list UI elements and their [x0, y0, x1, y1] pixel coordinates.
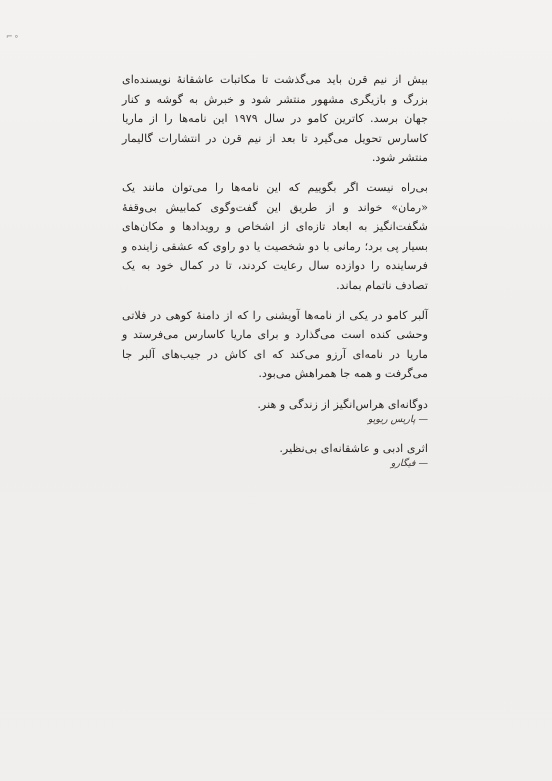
review-quote-source: — پاریس ریویو: [367, 414, 428, 425]
corner-scan-mark: ⌐∘: [6, 32, 20, 41]
blurb-paragraph-3: آلبر کامو در یکی از نامه‌ها آویشنی را که از دامنهٔ کوهی در فلاتی وحشی کنده است می‌گذارد و برای ماریا کاسارس می‌فرستد و ماریا در نامه‌ای آرزو می‌کند که ای کاش در جیب‌های آلبر جا می‌گرفت و همه جا همراهش می‌بود.: [122, 308, 428, 381]
blurb-paragraph-1: بیش از نیم قرن باید می‌گذشت تا مکاتبات عاشقانهٔ نویسنده‌ای بزرگ و بازیگری مشهور منتشر شود و خبرش به گوشه و کنار جهان برسد. کاترین کامو در سال ۱۹۷۹ این نامه‌ها را از ماریا کاسارس تحویل می‌گیرد تا بعد از نیم قرن در انتشارات گالیمار منتشر شود.: [122, 73, 428, 165]
review-quote-1: [122, 396, 428, 426]
blurb-text-block: [122, 70, 428, 394]
review-quote-source: — فیگارو: [390, 458, 428, 469]
review-quotes: [122, 396, 428, 484]
blurb-paragraph-2: بی‌راه نیست اگر بگوییم که این نامه‌ها را می‌توان مانند یک «رمان» خواند و از طریق این گفت‌وگوی کمابیش بی‌وقفهٔ شگفت‌انگیز به ابعاد تازه‌ای از اشخاص و رویدادها و مکان‌های بسیار پی برد؛ رمانی با دو شخصیت یا دو راوی که عشقی زاینده و فرساینده را دوازده سال رعایت کردند، تا در کمال خود به یک تصادف ناتمام بماند.: [122, 180, 428, 292]
review-quote-text: اثری ادبی و عاشقانه‌ای بی‌نظیر.: [279, 442, 428, 455]
review-quote-text: دوگانه‌ای هراس‌انگیز از زندگی و هنر.: [257, 398, 428, 411]
review-quote-2: [122, 440, 428, 470]
